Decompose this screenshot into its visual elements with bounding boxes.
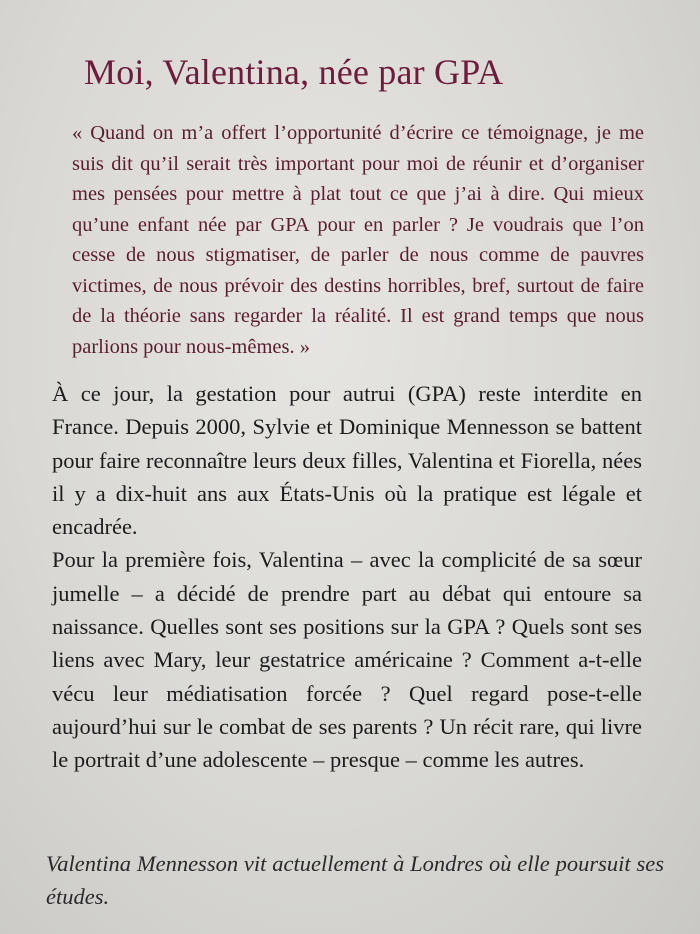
author-quote: « Quand on m’a offert l’opportunité d’écrire ce témoignage, je me suis dit qu’il serait très important pour moi de réunir et d’organiser mes pensées pour mettre à plat tout ce que j’ai à dire. Qui mieux qu’une enfant née par GPA pour en parler ? Je voudrais que l’on cesse de nous stigmatiser, de parler de nous comme de pauvres victimes, de nous prévoir des destins horribles, bref, surtout de faire de la théorie sans regarder la réalité. Il est grand temps que nous parlions pour nous-mêmes. » <box>72 122 644 358</box>
book-title: Moi, Valentina, née par GPA <box>84 52 504 92</box>
summary-paragraph-1: À ce jour, la gestation pour autrui (GPA) reste interdite en France. Depuis 2000, Sylvie et Dominique Mennesson se battent pour faire reconnaître leurs deux filles, Valentina et Fiorella, nées il y a dix-huit ans aux États-Unis où la pratique est légale et encadrée. <box>52 381 642 540</box>
summary-paragraph-2: Pour la première fois, Valentina – avec la complicité de sa sœur jumelle – a décidé de prendre part au débat qui entoure sa naissance. Quelles sont ses positions sur la GPA ? Quels sont ses liens avec Mary, leur gestatrice américaine ? Comment a-t-elle vécu leur médiatisation forcée ? Quel regard pose-t-elle aujourd’hui sur le combat de ses parents ? Un récit rare, qui livre le portrait d’une adolescente – presque – comme les autres. <box>52 547 642 773</box>
author-bio: Valentina Mennesson vit actuellement à Londres où elle poursuit ses études. <box>46 851 664 909</box>
book-summary <box>52 377 642 777</box>
